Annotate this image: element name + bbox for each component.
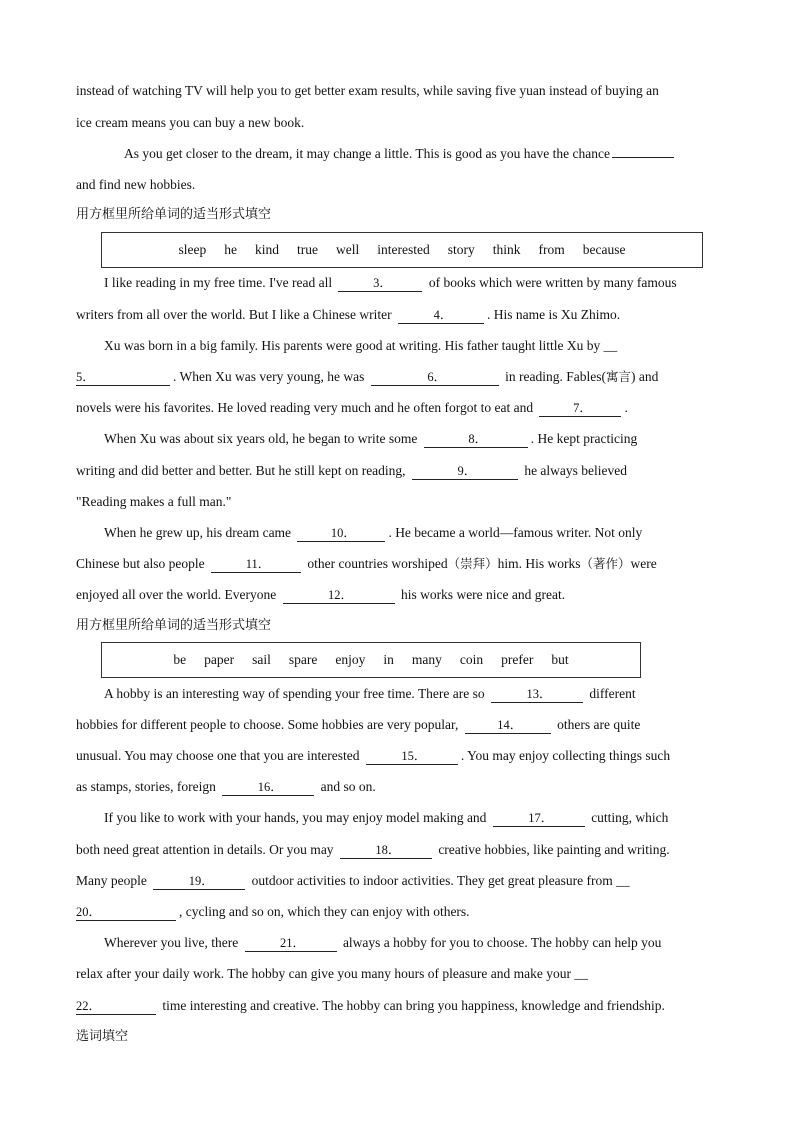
blank-number: 21．	[280, 936, 306, 950]
text-line	[76, 305, 620, 325]
text-line	[76, 871, 630, 891]
blank-number: 6．	[427, 370, 447, 384]
word-bank-item: paper	[204, 652, 235, 667]
section-heading: 用方框里所给单词的适当形式填空	[76, 618, 272, 633]
word-bank-item: sleep	[178, 242, 207, 257]
text-line	[76, 367, 658, 387]
answer-blank-15[interactable]	[366, 748, 458, 765]
text-line: relax after your daily work. The hobby can give you many hours of pleasure and make your __	[76, 966, 588, 981]
text-line	[76, 715, 640, 735]
text-segment: other countries worshiped	[307, 556, 448, 571]
text-segment: always a hobby for you to choose. The hobby can help you	[342, 935, 662, 950]
word-bank-item: think	[492, 242, 521, 257]
answer-blank-18[interactable]	[340, 842, 432, 859]
blank-number: 22．	[76, 999, 102, 1013]
answer-blank-21[interactable]	[245, 935, 337, 952]
word-bank-item: kind	[255, 242, 280, 257]
text-segment: When Xu was about six years old, he began to write some	[104, 431, 418, 446]
word-bank-item: well	[336, 242, 360, 257]
word-bank-item: enjoy	[335, 652, 366, 667]
text-line	[104, 523, 642, 543]
text-segment: as stamps, stories, foreign	[76, 779, 216, 794]
text-line	[104, 933, 661, 953]
text-line	[104, 808, 668, 828]
text-line	[76, 398, 628, 418]
text-line	[76, 585, 565, 605]
text-segment: . He kept practicing	[530, 431, 638, 446]
text-line	[76, 461, 627, 481]
text-segment: him. His works	[497, 556, 581, 571]
text-line	[76, 777, 376, 797]
text-segment: Chinese but also people	[76, 556, 205, 571]
blank-number: 20．	[76, 905, 102, 919]
answer-blank-10[interactable]	[297, 525, 385, 542]
text-segment: writers from all over the world. But I like a Chinese writer	[76, 307, 392, 322]
answer-blank-5[interactable]	[76, 369, 170, 386]
text-line: "Reading makes a full man."	[76, 494, 232, 509]
text-segment: cutting, which	[591, 810, 669, 825]
word-bank-item: true	[297, 242, 319, 257]
answer-blank-20[interactable]	[76, 904, 176, 921]
word-bank-box	[101, 232, 703, 268]
text-segment: of books which were written by many famous	[428, 275, 677, 290]
text-segment: A hobby is an interesting way of spending your free time. There are so	[104, 686, 485, 701]
answer-blank-17[interactable]	[493, 810, 585, 827]
text-segment: and so on.	[320, 779, 376, 794]
text-segment: As you get closer to the dream, it may change a little. This is good as you have the chance	[124, 146, 610, 161]
word-bank-box	[101, 642, 641, 678]
text-segment: writing and did better and better. But he still kept on reading,	[76, 463, 406, 478]
text-segment: outdoor activities to indoor activities. They get great pleasure from __	[251, 873, 630, 888]
word-bank-item: spare	[288, 652, 318, 667]
answer-blank-8[interactable]	[424, 431, 528, 448]
word-bank-item: be	[173, 652, 187, 667]
word-bank-item: but	[551, 652, 569, 667]
word-bank-item: he	[224, 242, 237, 257]
blank-number: 10．	[330, 526, 356, 540]
answer-blank-13[interactable]	[491, 686, 583, 703]
blank-number: 17．	[528, 811, 554, 825]
text-segment: （崇拜）	[447, 556, 498, 571]
text-line: and find new hobbies.	[76, 177, 196, 192]
section-heading: 选词填空	[76, 1029, 129, 1044]
text-segment: novels were his favorites. He loved reading very much and he often forgot to eat and	[76, 400, 534, 415]
text-line	[124, 144, 677, 164]
word-bank-item: many	[411, 652, 442, 667]
text-line	[76, 840, 670, 860]
word-bank-item: prefer	[501, 652, 534, 667]
text-segment: in reading. Fables(	[505, 369, 606, 384]
text-segment: enjoyed all over the world. Everyone	[76, 587, 277, 602]
answer-blank-4[interactable]	[398, 307, 484, 324]
blank-number: 4．	[433, 308, 453, 322]
text-segment: his works were nice and great.	[400, 587, 566, 602]
text-line	[104, 273, 677, 293]
answer-blank-9[interactable]	[412, 463, 518, 480]
blank-number: 19．	[188, 874, 214, 888]
text-segment: ) and	[630, 369, 659, 384]
word-bank-item: from	[538, 242, 565, 257]
text-segment: , cycling and so on, which they can enjoy with others.	[179, 904, 470, 919]
text-segment: . You may enjoy collecting things such	[460, 748, 671, 763]
text-line	[76, 902, 470, 922]
word-bank-item: in	[383, 652, 394, 667]
text-segment: （著作）	[580, 556, 631, 571]
answer-blank-19[interactable]	[153, 873, 245, 890]
text-segment: . He became a world—famous writer. Not only	[388, 525, 643, 540]
text-segment: Many people	[76, 873, 147, 888]
blank-number: 18．	[375, 843, 401, 857]
section-heading: 用方框里所给单词的适当形式填空	[76, 207, 272, 222]
blank-number: 14．	[497, 718, 523, 732]
text-line	[76, 996, 665, 1016]
answer-blank-16[interactable]	[222, 779, 314, 796]
blank-number: 13．	[526, 687, 552, 701]
blank-number: 9．	[457, 464, 477, 478]
text-segment: I like reading in my free time. I've read all	[104, 275, 333, 290]
text-segment: hobbies for different people to choose. Some hobbies are very popular,	[76, 717, 459, 732]
text-segment: he always believed	[524, 463, 628, 478]
answer-blank-7[interactable]	[539, 400, 621, 417]
word-bank-item: interested	[377, 242, 430, 257]
blank-number: 12．	[328, 588, 354, 602]
text-segment: . His name is Xu Zhimo.	[487, 307, 621, 322]
text-segment: others are quite	[557, 717, 641, 732]
blank-number: 15．	[401, 749, 427, 763]
answer-blank-11[interactable]	[211, 556, 301, 573]
text-segment: When he grew up, his dream came	[104, 525, 292, 540]
blank-number: 8．	[468, 432, 488, 446]
word-bank-item: coin	[459, 652, 484, 667]
text-segment: were	[630, 556, 657, 571]
answer-blank-6[interactable]	[371, 369, 499, 386]
text-segment: . When Xu was very young, he was	[173, 369, 365, 384]
word-bank-item: because	[582, 242, 626, 257]
text-segment: If you like to work with your hands, you may enjoy model making and	[104, 810, 487, 825]
answer-blank-12[interactable]	[283, 587, 395, 604]
text-segment: unusual. You may choose one that you are interested	[76, 748, 360, 763]
blank-number: 11．	[245, 557, 271, 571]
blank-number: 16．	[257, 780, 283, 794]
answer-blank-14[interactable]	[465, 717, 551, 734]
text-segment: different	[589, 686, 636, 701]
text-line	[76, 554, 657, 574]
word-bank-item: sail	[252, 652, 271, 667]
blank-number: 7．	[573, 401, 592, 415]
text-segment: both need great attention in details. Or you may	[76, 842, 334, 857]
blank-number: 5．	[76, 370, 95, 384]
text-segment: Wherever you live, there	[104, 935, 239, 950]
text-segment: 寓言	[605, 369, 631, 384]
answer-blank-3[interactable]	[338, 275, 422, 292]
text-line	[104, 429, 637, 449]
text-line	[104, 684, 636, 704]
text-line: ice cream means you can buy a new book.	[76, 115, 305, 130]
word-bank-item: story	[447, 242, 475, 257]
text-line: Xu was born in a big family. His parents were good at writing. His father taught little Xu by __	[104, 338, 618, 353]
text-line	[76, 746, 670, 766]
text-segment: creative hobbies, like painting and writing.	[438, 842, 670, 857]
answer-blank-22[interactable]	[76, 998, 156, 1015]
blank-line[interactable]	[612, 157, 674, 158]
text-segment: time interesting and creative. The hobby can bring you happiness, knowledge and friendship.	[162, 998, 665, 1013]
text-segment: .	[624, 400, 628, 415]
text-line: instead of watching TV will help you to get better exam results, while saving five yuan instead of buying an	[76, 83, 659, 98]
blank-number: 3．	[373, 276, 392, 290]
